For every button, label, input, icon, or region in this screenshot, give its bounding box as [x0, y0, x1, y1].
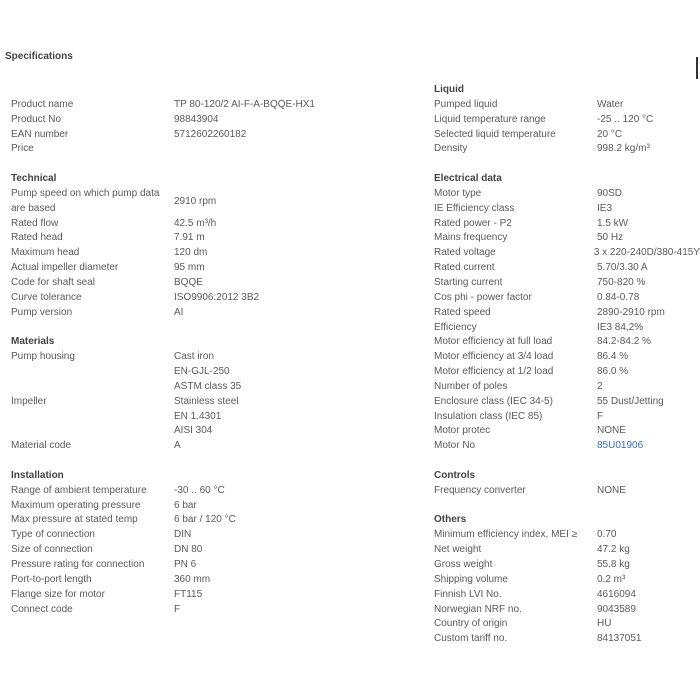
section-technical — [11, 172, 421, 320]
spec-values — [174, 513, 236, 528]
spec-values — [597, 617, 611, 632]
spec-label: Maximum operating pressure — [11, 499, 141, 511]
spec-values — [597, 528, 616, 543]
spec-value: -30 .. 60 °C — [174, 484, 225, 496]
spec-row — [11, 395, 421, 440]
left-spec-column — [11, 83, 421, 632]
spec-value: AI — [174, 306, 184, 318]
spec-value: NONE — [597, 425, 626, 437]
spec-values — [174, 543, 202, 558]
spec-row — [11, 603, 421, 618]
spec-values — [597, 558, 630, 573]
section-title: Materials — [11, 336, 55, 348]
spec-values — [594, 246, 700, 261]
spec-value: ASTM class 35 — [174, 380, 242, 392]
spec-label: Material code — [11, 440, 72, 452]
spec-row — [11, 276, 421, 291]
spec-values — [597, 187, 622, 202]
spec-label: Net weight — [434, 544, 482, 556]
spec-row — [434, 410, 700, 425]
section-general — [11, 83, 421, 157]
spec-value: DN 80 — [174, 544, 203, 556]
spec-label: Motor efficiency at full load — [434, 336, 553, 348]
spec-label: Starting current — [434, 276, 503, 288]
spec-values — [174, 276, 203, 291]
spec-label: Minimum efficiency index, MEI ≥ — [434, 529, 578, 541]
spec-row — [11, 246, 421, 261]
spec-value: A — [174, 440, 181, 452]
spec-row — [434, 439, 700, 454]
spec-label: Product No — [11, 113, 62, 125]
spec-row — [11, 513, 421, 528]
spec-row — [434, 424, 700, 439]
spec-values — [597, 291, 639, 306]
spec-row — [434, 276, 700, 291]
spec-values — [597, 217, 628, 232]
spec-label: EAN number — [11, 128, 69, 140]
spec-value: 86.4 % — [597, 351, 629, 363]
spec-value: 5712602260182 — [174, 128, 247, 140]
spec-label: Custom tariff no. — [434, 633, 508, 645]
spec-values — [597, 321, 643, 336]
spec-row — [434, 588, 700, 603]
spec-row — [11, 350, 421, 395]
spec-values — [174, 187, 216, 217]
spec-label: Norwegian NRF no. — [434, 603, 522, 615]
spec-row — [11, 113, 421, 128]
spec-label: Rated head — [11, 232, 63, 244]
spec-label: Product name — [11, 98, 74, 110]
spec-value: 998.2 kg/m³ — [597, 143, 650, 155]
spec-row — [434, 484, 700, 499]
spec-label: Connect code — [11, 603, 73, 615]
spec-row — [434, 142, 700, 157]
spec-values — [597, 98, 623, 113]
spec-values — [597, 335, 651, 350]
spec-value: AISI 304 — [174, 425, 213, 437]
spec-value: F — [174, 603, 181, 615]
spec-label: Gross weight — [434, 559, 493, 570]
spec-value: 55.8 kg — [597, 559, 630, 570]
spec-label: Efficiency — [434, 321, 477, 333]
spec-value: 120 dm — [174, 247, 208, 259]
spec-values — [597, 395, 664, 410]
spec-value: F — [597, 410, 604, 422]
spec-value: 98843904 — [174, 113, 219, 125]
section-title: Controls — [434, 469, 476, 481]
section-installation — [11, 469, 421, 617]
spec-row — [434, 617, 700, 632]
spec-label: Mains frequency — [434, 232, 508, 244]
spec-label: Rated voltage — [434, 247, 496, 259]
spec-label: Finnish LVI No. — [434, 588, 502, 600]
spec-label: Density — [434, 143, 468, 155]
spec-value: 2 — [597, 380, 603, 392]
spec-row — [11, 231, 421, 246]
section-title — [11, 83, 421, 98]
page-title: Specifications — [5, 51, 73, 62]
spec-value: 360 mm — [174, 573, 211, 585]
spec-row — [434, 395, 700, 410]
spec-label: Selected liquid temperature — [434, 128, 556, 140]
spec-value: 2890-2910 rpm — [597, 306, 665, 318]
spec-values — [597, 261, 648, 276]
spec-label: Insulation class (IEC 85) — [434, 410, 543, 422]
spec-row — [434, 128, 700, 143]
spec-value: 4616094 — [597, 588, 636, 600]
spec-values — [597, 439, 643, 454]
spec-label: Price — [11, 143, 34, 155]
spec-row — [11, 543, 421, 558]
spec-value: 84.2-84.2 % — [597, 336, 651, 348]
spec-row — [11, 439, 421, 454]
spec-label: Curve tolerance — [11, 291, 82, 303]
spec-values — [597, 484, 626, 499]
spec-values — [597, 603, 636, 618]
spec-label: Motor protec — [434, 425, 491, 437]
spec-label: Size of connection — [11, 544, 93, 556]
spec-label: Motor type — [434, 187, 482, 199]
spec-label: Motor efficiency at 1/2 load — [434, 366, 554, 378]
spec-value: -25 .. 120 °C — [597, 113, 654, 125]
section-title: Others — [434, 514, 467, 526]
spec-row — [434, 350, 700, 365]
spec-label: Rated power - P2 — [434, 217, 512, 229]
spec-value: EN 1.4301 — [174, 410, 222, 422]
spec-value: 6 bar — [174, 499, 197, 511]
section-others — [434, 513, 700, 647]
spec-label: Pressure rating for connection — [11, 559, 145, 570]
spec-label: Liquid temperature range — [434, 113, 546, 125]
spec-row — [434, 261, 700, 276]
spec-row — [434, 187, 700, 202]
spec-row — [434, 528, 700, 543]
spec-value: 0.84-0.78 — [597, 291, 640, 303]
spec-value: NONE — [597, 484, 626, 496]
spec-values — [174, 113, 219, 128]
spec-row — [11, 484, 421, 499]
spec-values — [597, 543, 630, 558]
spec-value: 0.70 — [597, 529, 617, 541]
spec-values — [597, 632, 642, 647]
spec-row — [434, 202, 700, 217]
section-title: Technical — [11, 173, 57, 185]
spec-row — [11, 217, 421, 232]
spec-value: 750-820 % — [597, 276, 646, 288]
spec-values — [174, 306, 183, 321]
spec-label: Rated flow — [11, 217, 59, 229]
spec-row — [11, 291, 421, 306]
spec-values — [597, 424, 626, 439]
spec-row — [434, 246, 700, 261]
spec-values — [174, 217, 216, 232]
spec-value: 0.2 m³ — [597, 573, 626, 585]
spec-label: Shipping volume — [434, 573, 508, 585]
spec-label: Motor efficiency at 3/4 load — [434, 351, 554, 363]
spec-values — [597, 350, 628, 365]
section-electrical-data — [434, 172, 700, 454]
spec-row — [11, 98, 421, 113]
spec-label: Rated current — [434, 262, 495, 274]
spec-values — [174, 528, 191, 543]
spec-row — [434, 98, 700, 113]
section-title: Liquid — [434, 84, 464, 95]
spec-label: IE Efficiency class — [434, 202, 515, 214]
spec-row — [434, 558, 700, 573]
spec-label: Cos phi - power factor — [434, 291, 532, 303]
spec-label: Type of connection — [11, 529, 95, 541]
spec-label: Rated speed — [434, 306, 491, 318]
spec-value: 5.70/3.30 A — [597, 262, 648, 274]
spec-label: Range of ambient temperature — [11, 484, 147, 496]
spec-row — [434, 217, 700, 232]
spec-row — [11, 528, 421, 543]
spec-values — [174, 499, 197, 514]
spec-label: Port-to-port length — [11, 573, 92, 585]
spec-label: Frequency converter — [434, 484, 526, 496]
spec-values — [597, 588, 636, 603]
spec-values — [597, 202, 612, 217]
spec-values — [174, 231, 205, 246]
spec-value: 55 Dust/Jetting — [597, 395, 664, 407]
spec-value: 95 mm — [174, 262, 205, 274]
spec-values — [597, 142, 650, 157]
spec-values — [174, 246, 207, 261]
section-title: Electrical data — [434, 173, 502, 185]
spec-row — [11, 142, 421, 157]
section-liquid — [434, 83, 700, 157]
spec-label: Enclosure class (IEC 34-5) — [434, 395, 553, 407]
spec-values — [597, 128, 622, 143]
spec-row — [434, 543, 700, 558]
spec-value: 2910 rpm — [174, 195, 217, 207]
scrollbar-edge — [696, 57, 698, 79]
spec-row — [434, 113, 700, 128]
spec-value: HU — [597, 618, 612, 630]
spec-label: Impeller — [11, 395, 47, 407]
spec-label: Code for shaft seal — [11, 276, 95, 288]
spec-label: Pump version — [11, 306, 73, 318]
spec-value: 84137051 — [597, 633, 642, 645]
spec-values — [597, 410, 603, 425]
spec-row — [434, 632, 700, 647]
right-spec-column — [434, 83, 700, 662]
spec-value: ISO9906:2012 3B2 — [174, 291, 260, 303]
spec-row — [434, 231, 700, 246]
spec-values — [174, 603, 180, 618]
spec-row — [11, 588, 421, 603]
spec-label: Actual impeller diameter — [11, 262, 119, 274]
spec-values — [174, 98, 315, 113]
spec-values — [174, 484, 225, 499]
spec-value: BQQE — [174, 276, 203, 288]
spec-label: Maximum head — [11, 247, 80, 259]
spec-value-link[interactable]: 85U01906 — [597, 440, 644, 452]
spec-label: Pump speed on which pump data are based — [11, 187, 160, 214]
spec-value: 42.5 m³/h — [174, 217, 217, 229]
spec-row — [434, 573, 700, 588]
spec-values — [597, 276, 645, 291]
spec-value: 47.2 kg — [597, 544, 630, 556]
spec-values — [174, 395, 238, 440]
spec-label: Pump housing — [11, 351, 75, 363]
spec-value: TP 80-120/2 AI-F-A-BQQE-HX1 — [174, 98, 315, 110]
spec-row — [11, 558, 421, 573]
spec-row — [434, 380, 700, 395]
spec-value: EN-GJL-250 — [174, 366, 230, 378]
spec-value: 86.0 % — [597, 366, 629, 378]
spec-values — [174, 291, 259, 306]
spec-value: 6 bar / 120 °C — [174, 514, 236, 526]
spec-values — [174, 128, 246, 143]
spec-row — [434, 335, 700, 350]
spec-values — [174, 261, 205, 276]
spec-values — [174, 439, 181, 454]
spec-value: 3 x 220-240D/380-415Y — [593, 247, 700, 259]
spec-value: 7.91 m — [174, 232, 205, 244]
spec-values — [597, 306, 665, 321]
spec-row — [434, 365, 700, 380]
spec-values — [597, 231, 623, 246]
spec-row — [11, 187, 421, 217]
spec-values — [597, 380, 603, 395]
spec-values — [174, 573, 210, 588]
spec-row — [434, 291, 700, 306]
section-materials — [11, 335, 421, 454]
spec-values — [174, 350, 241, 395]
spec-values — [174, 558, 196, 573]
spec-label: Motor No — [434, 440, 476, 452]
spec-values — [597, 573, 625, 588]
spec-value: 9043589 — [597, 603, 636, 615]
section-title: Installation — [11, 469, 64, 481]
section-controls — [434, 469, 700, 499]
spec-row — [11, 261, 421, 276]
spec-values — [597, 365, 628, 380]
spec-values — [597, 113, 653, 128]
spec-row — [434, 321, 700, 336]
spec-value: IE3 — [597, 202, 613, 214]
spec-value: DIN — [174, 529, 192, 541]
spec-values — [174, 588, 202, 603]
spec-row — [11, 128, 421, 143]
spec-value: Water — [597, 98, 624, 110]
spec-value: PN 6 — [174, 559, 197, 570]
spec-label: Pumped liquid — [434, 98, 498, 110]
spec-label: Flange size for motor — [11, 588, 105, 600]
spec-row — [434, 603, 700, 618]
spec-value: Cast iron — [174, 351, 215, 363]
spec-value: 50 Hz — [597, 232, 624, 244]
spec-value: 1.5 kW — [597, 217, 629, 229]
spec-value: FT115 — [174, 588, 203, 600]
spec-label: Number of poles — [434, 380, 508, 392]
spec-value: Stainless steel — [174, 395, 239, 407]
spec-value: 20 °C — [597, 128, 623, 140]
spec-label: Max pressure at stated temp — [11, 514, 138, 526]
spec-row — [434, 306, 700, 321]
spec-value: 90SD — [597, 187, 623, 199]
spec-label: Country of origin — [434, 618, 508, 630]
spec-row — [11, 573, 421, 588]
spec-row — [11, 306, 421, 321]
spec-row — [11, 499, 421, 514]
spec-value: IE3 84,2% — [597, 321, 644, 333]
